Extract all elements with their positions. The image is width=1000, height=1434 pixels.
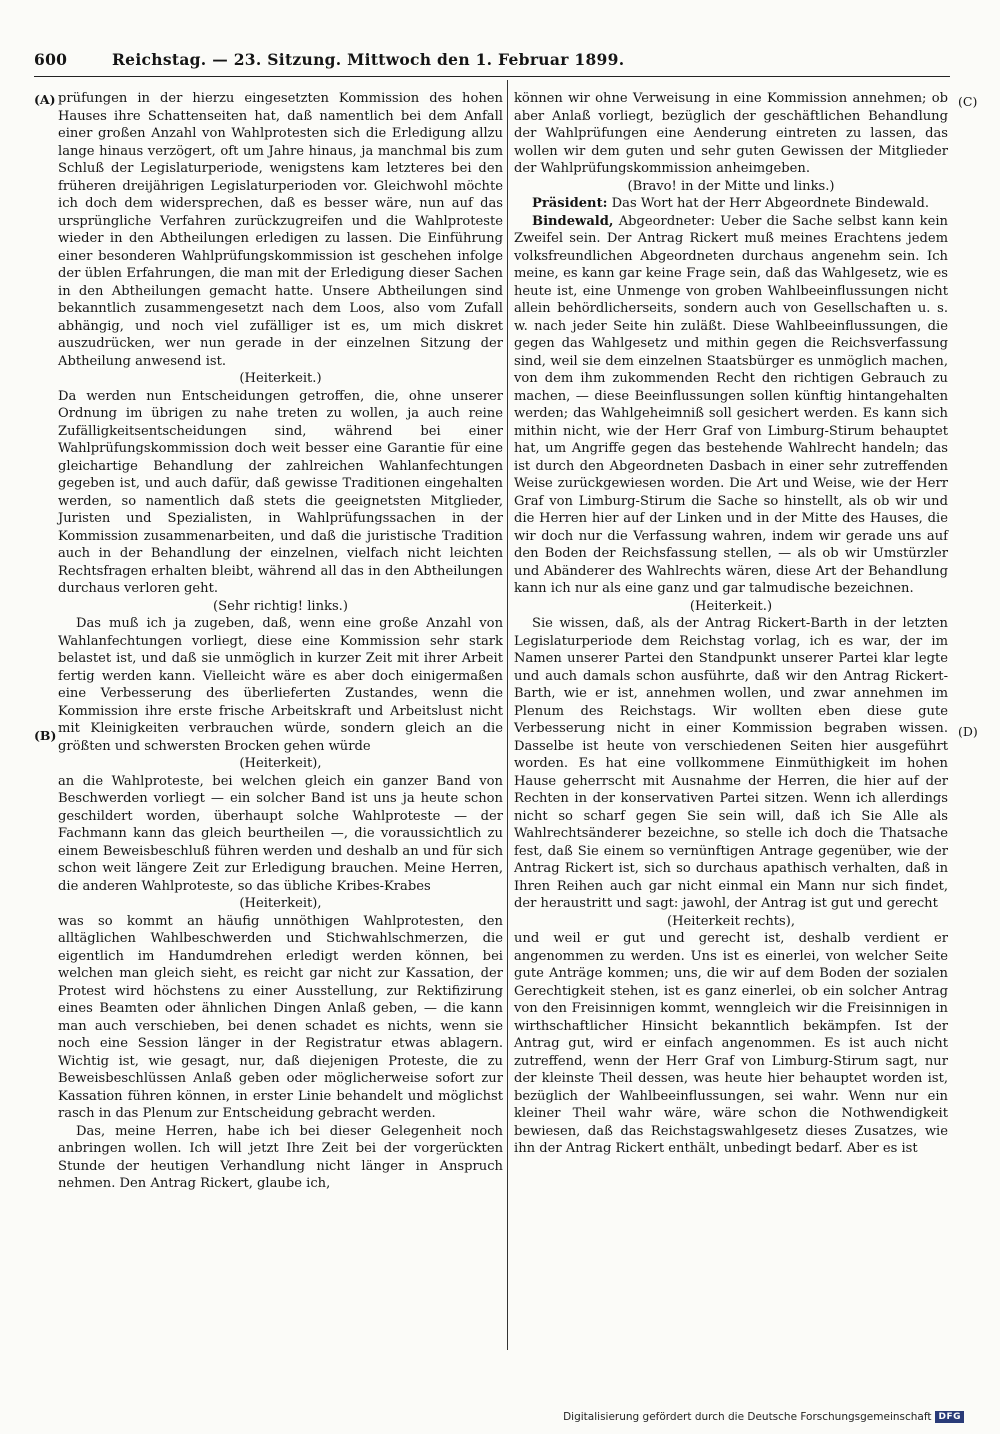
paragraph-text: an die Wahlproteste, bei welchen gleich ein ganzer Band von Beschwerden vorliegt — ein solcher Band ist uns ja heute schon geschildert worden, überhaupt solche Wahlproteste — der Fachmann kann das gleich beurtheilen —, die voraussichtlich zu einem Beweisbeschluß führen werden und deshalb an und für sich schon weit längere Zeit zur Erledigung brauchen. Meine Herren, die anderen Wahlproteste, so das übliche Kribes-Krabes [58,773,503,894]
paragraph-text: (Sehr richtig! links.) [213,598,348,614]
right-column [514,90,948,1158]
interjection [58,895,503,913]
paragraph-text: Abgeordneter: Ueber die Sache selbst kann kein Zweifel sein. Der Antrag Rickert muß meines Erachtens jedem volksfreundlichen Abgeordneten durchaus angenehm sein. Ich meine, es kann gar keine Frage sein, daß das Wahlgesetz, wie es heute ist, eine Unmenge von groben Wahlbeeinflussungen nicht allein behördlicherseits, sondern auch von Gesellschaften u. s. w. nach jeder Seite hin zuläßt. Diese Wahlbeeinflussungen, die gegen das Wahlgesetz und mithin gegen die Reichsverfassung sind, weil sie dem einzelnen Staatsbürger es unmöglich machen, von dem ihm zukommenden Recht den richtigen Gebrauch zu machen, — diese Beeinflussungen sollen künftig hintangehalten werden; das Wahlgeheimniß soll gesichert werden. Es kann sich mithin nicht, wie der Herr Graf von Limburg-Stirum behauptet hat, um Angriffe gegen das bestehende Wahlrecht handeln; das ist durch den Abgeordneten Dasbach in einer sehr zutreffenden Weise zurückgewiesen worden. Die Art und Weise, wie der Herr Graf von Limburg-Stirum die Sache so hinstellt, als ob wir und die Herren hier auf der Linken und in der Mitte des Hauses, die wir doch nur die Verfassung wahren, indem wir gerade uns auf den Boden der Reichsfassung stellen, — als ob wir Umstürzler und Abänderer des Wahlrechts wären, diese Art der Behandlung kann ich nur als eine ganz und gar talmudische bezeichnen. [514,213,948,596]
interjection [514,598,948,616]
paragraph-text: Das Wort hat der Herr Abgeordnete Bindewald. [611,196,929,211]
paragraph-text: Sie wissen, daß, als der Antrag Rickert-Barth in der letzten Legislaturperiode dem Reichstag vorlag, ich es war, der im Namen unserer Partei den Standpunkt unserer Partei klar legte und auch damals schon ausführte, daß wir den Antrag Rickert-Barth, wie er ist, annehmen wollen, und zwar annehmen im Plenum des Reichstags. Wir wollten eben diese gute Verbesserung nicht in einer Kommission begraben wissen. Dasselbe ist heute von verschiedenen Seiten hier ausgeführt worden. Es hat eine vollkommene Einmüthigkeit im hohen Hause geherrscht mit Ausnahme der Herren, die hier auf der Rechten in der konservativen Partei sitzen. Wenn ich allerdings nicht so scharf gegen Sie sein will, daß ich Sie Alle als Wahlrechtsänderer bezeichne, so stelle ich doch die Thatsache fest, daß Sie einem so vernünftigen Antrage gegenüber, wie der Antrag Rickert ist, sich so durchaus apathisch verhalten, daß in Ihren Reihen auch gar nicht einmal ein Mann nur sich findet, der heraustritt und sagt: jawohl, der Antrag ist gut und gerecht [514,616,948,911]
paragraph [514,195,948,213]
paragraph-text: (Heiterkeit rechts), [666,913,796,929]
margin-marker-b: (B) [34,728,57,743]
left-column [58,90,503,1193]
funding-note: Digitalisierung gefördert durch die Deutsche Forschungsgemeinschaft [563,1411,932,1423]
interjection [58,370,503,388]
paragraph-text: (Heiterkeit.) [689,598,773,614]
interjection [58,755,503,773]
paragraph [58,1123,503,1193]
column-divider [507,80,508,1350]
paragraph-text: (Bravo! in der Mitte und links.) [627,178,835,194]
speaker-name: Bindewald, [532,213,614,229]
header-rule [34,76,950,77]
paragraph-text: können wir ohne Verweisung in eine Kommission annehmen; ob aber Anlaß vorliegt, bezüglich der geschäftlichen Behandlung der Wahlprüfungen eine Aenderung eintreten zu lassen, das wollen wir dem guten und sehr guten Gewissen der Mitglieder der Wahlprüfungskommission anheimgeben. [514,91,948,176]
paragraph [514,930,948,1158]
paragraph-text: (Heiterkeit), [239,896,322,911]
page-footer [563,1411,964,1423]
paragraph-text: (Heiterkeit), [239,756,322,771]
paragraph [514,213,948,598]
paragraph [58,773,503,896]
paragraph-text: prüfungen in der hierzu eingesetzten Kommission des hohen Hauses ihre Schattenseiten hat, daß namentlich bei dem Anfall einer großen Anzahl von Wahlprotesten sich die Erledigung allzu lange hinaus verzögert, oft um Jahre hinaus, ja manchmal bis zum Schluß der Legislaturperiode, wenigstens kam letzteres bei den früheren dreijährigen Legislaturperioden vor. Gleichwohl möchte ich doch dem widersprechen, daß es besser wäre, nun auf das ursprüngliche Verfahren zurückzugreifen und die Wahlproteste wieder in den Abtheilungen erledigen zu lassen. Die Einführung einer besonderen Wahlprüfungskommission ist geschehen infolge der üblen Erfahrungen, die man mit der Erledigung dieser Sachen in den Abtheilungen gemacht hatte. Unsere Abtheilungen sind bekanntlich zusammengesetzt nach dem Loos, also vom Zufall abhängig, und noch viel zufälliger ist es, um mich diskret auszudrücken, wer nun gerade in der einzelnen Sitzung der Abtheilung anwesend ist. [58,91,503,369]
paragraph [58,615,503,755]
paragraph [514,90,948,178]
paragraph [58,388,503,598]
paragraph-text: Das, meine Herren, habe ich bei dieser Gelegenheit noch anbringen wollen. Ich will jetzt Ihre Zeit bei der vorgerückten Stunde der heutigen Verhandlung nicht länger in Anspruch nehmen. Den Antrag Rickert, glaube ich, [58,1123,503,1191]
paragraph-text: was so kommt an häufig unnöthigen Wahlprotesten, den alltäglichen Wahlbeschwerden und Stichwahlschmerzen, die eigentlich im Handumdrehen erledigt werden können, bei welchen man gleich sieht, es reicht gar nicht zur Kassation, der Protest wird höchstens zu einer Ausstellung, zur Rektifizirung eines Beamten oder ähnlichen Dingen Anlaß geben, — die kann man auch verschieben, bei denen schadet es nichts, wenn sie noch eine Session länger in der Registratur etwas ablagern. Wichtig ist, wie gesagt, nur, daß diejenigen Proteste, die zu Beweisbeschlüssen Anlaß geben oder möglicherweise sofort zur Kassation führen können, in erster Linie behandelt und möglichst rasch in das Plenum zur Entscheidung gebracht werden. [58,913,503,1121]
paragraph [514,615,948,913]
paragraph [58,913,503,1123]
paragraph [58,90,503,370]
margin-marker-a: (A) [34,92,56,107]
paragraph-text: Das muß ich ja zugeben, daß, wenn eine große Anzahl von Wahlanfechtungen vorliegt, diese eine Kommission sehr stark belastet ist, und daß sie unmöglich in kurzer Zeit mit ihrer Arbeit fertig werden kann. Vielleicht wäre es aber doch einigermaßen eine Verbesserung des überlieferten Zustandes, wenn die Kommission ihre erste frische Arbeitskraft und Arbeitslust nicht mit Kleinigkeiten verbrauchen würde, sondern gleich an die größten und schwersten Brocken gehen würde [58,616,503,754]
speaker-name: Präsident: [532,196,608,211]
paragraph-text: und weil er gut und gerecht ist, deshalb verdient er angenommen zu werden. Uns ist es einerlei, von welcher Seite gute Anträge kommen; uns, die wir auf dem Boden der sozialen Gerechtigkeit stehen, ist es ganz einerlei, ob ein solcher Antrag von den Freisinnigen kommt, wenngleich wir die Freisinnigen in wirthschaftlicher Hinsicht bekanntlich bekämpfen. Ist der Antrag gut, wird er einfach angenommen. Es ist auch nicht zutreffend, wenn der Herr Graf von Limburg-Stirum sagt, nur der kleinste Theil dessen, was heute hier behauptet worden ist, bezüglich der Wahlbeeinflussungen, sei wahr. Wenn nur ein kleiner Theil wahr wäre, wäre schon die Nothwendigkeit bewiesen, daß das Reichstagswahlgesetz dieses Zusatzes, wie ihn der Antrag Rickert enthält, unbedingt bedarf. Aber es ist [514,931,948,1156]
page-header [34,50,950,78]
margin-marker-d: (D) [958,724,978,739]
margin-marker-c: (C) [958,94,978,109]
dfg-logo: DFG [935,1411,964,1423]
running-title: Reichstag. — 23. Sitzung. Mittwoch den 1. Februar 1899. [112,50,625,69]
page-number: 600 [34,50,68,69]
paragraph-text: Da werden nun Entscheidungen getroffen, die, ohne unserer Ordnung im übrigen zu nahe treten zu wollen, ja auch reine Zufälligkeitsentscheidungen sind, während bei einer Wahlprüfungskommission doch weit besser eine Garantie für eine gleichartige Behandlung der zahlreichen Wahlanfechtungen gegeben ist, und auch dafür, daß gewisse Traditionen eingehalten werden, so namentlich daß stets die geeignetsten Mitglieder, Juristen und Spezialisten, in Wahlprüfungssachen in der Kommission zusammenarbeiten, und daß die juristische Tradition auch in der Behandlung der einzelnen, vielfach nicht leichten Rechtsfragen erhalten bleibt, während all das in den Abtheilungen durchaus verloren geht. [58,388,503,596]
interjection [514,178,948,196]
interjection [58,598,503,616]
paragraph-text: (Heiterkeit.) [239,371,322,386]
interjection [514,913,948,931]
